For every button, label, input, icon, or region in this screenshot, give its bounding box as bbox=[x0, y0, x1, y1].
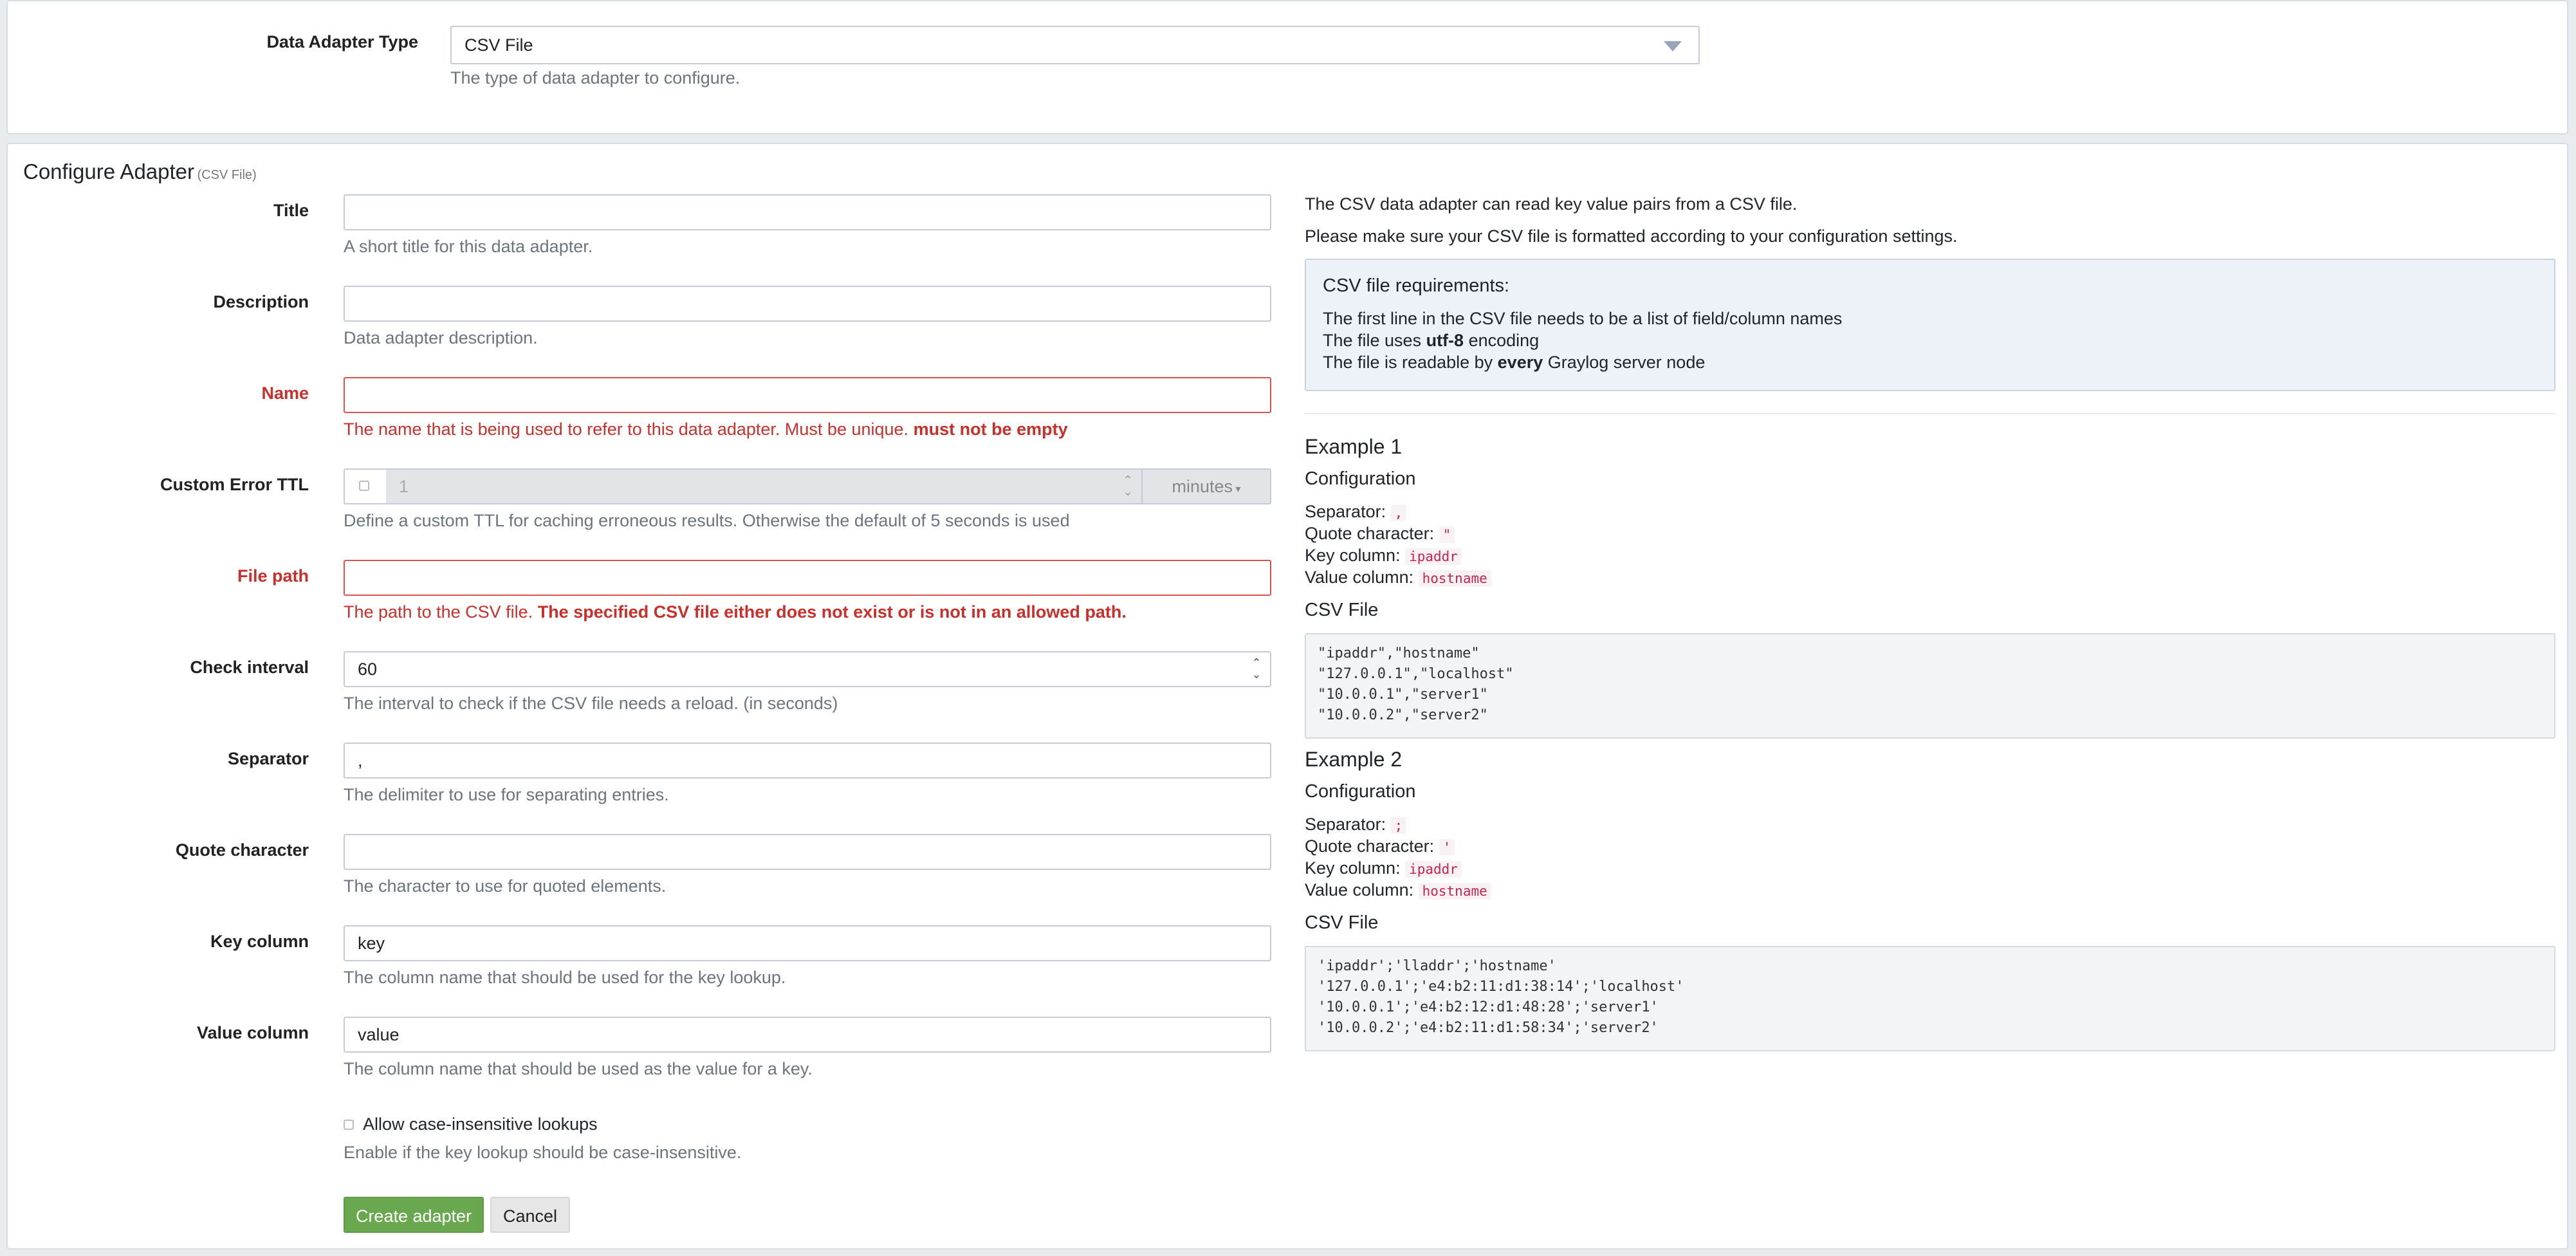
adapter-type-panel bbox=[6, 0, 2568, 134]
info-intro-1: The CSV data adapter can read key value pairs from a CSV file. bbox=[1305, 194, 1798, 214]
file-path-help bbox=[344, 602, 1127, 622]
chevron-down-icon bbox=[1664, 41, 1682, 51]
example-2-key-value: ipaddr bbox=[1405, 861, 1462, 878]
csv-line: 'ipaddr';'lladdr';'hostname' bbox=[1318, 958, 1556, 974]
key-column-label: Key column bbox=[210, 932, 309, 951]
example-2-quote-value: ' bbox=[1439, 839, 1455, 856]
file-path-input[interactable] bbox=[344, 560, 1271, 596]
example-2-file-title: CSV File bbox=[1305, 912, 1379, 933]
check-interval-label: Check interval bbox=[190, 658, 309, 677]
title-help: A short title for this data adapter. bbox=[344, 237, 593, 256]
value-column-label: Value column bbox=[196, 1023, 309, 1042]
example-2-quote-label: Quote character: bbox=[1305, 836, 1435, 856]
example-1-quote-label: Quote character: bbox=[1305, 524, 1435, 543]
configure-subtitle: (CSV File) bbox=[197, 168, 257, 182]
name-help bbox=[344, 420, 1068, 439]
adapter-type-label: Data Adapter Type bbox=[266, 32, 418, 51]
adapter-type-select[interactable] bbox=[450, 26, 1700, 64]
requirement-3-text: The file is readable by bbox=[1323, 353, 1498, 372]
example-2-csv-block bbox=[1305, 946, 2555, 1051]
custom-error-ttl-help: Define a custom TTL for caching erroneous results. Otherwise the default of 5 seconds is used bbox=[344, 511, 1070, 530]
csv-line: "10.0.0.1","server1" bbox=[1318, 687, 1488, 703]
title-input[interactable] bbox=[344, 194, 1271, 230]
cancel-button[interactable]: Cancel bbox=[490, 1197, 570, 1233]
adapter-type-value: CSV File bbox=[465, 35, 533, 55]
example-1-quote-value: " bbox=[1439, 526, 1455, 543]
example-2-config-title: Configuration bbox=[1305, 781, 1416, 802]
example-1-key bbox=[1305, 546, 1462, 566]
separator-label: Separator bbox=[227, 749, 309, 768]
example-2-title: Example 2 bbox=[1305, 748, 1403, 771]
csv-line: '10.0.0.1';'e4:b2:12:d1:48:28';'server1' bbox=[1318, 999, 1659, 1015]
key-column-help: The column name that should be used for the key lookup. bbox=[344, 968, 786, 987]
requirement-2-text: The file uses bbox=[1323, 331, 1426, 350]
separator-input[interactable]: , bbox=[344, 743, 1271, 779]
file-path-error: The specified CSV file either does not exist or is not in an allowed path. bbox=[537, 602, 1127, 622]
example-2-value-label: Value column: bbox=[1305, 880, 1414, 900]
csv-line: "10.0.0.2","server2" bbox=[1318, 707, 1488, 723]
configure-heading bbox=[23, 160, 257, 184]
file-path-help-text: The path to the CSV file. bbox=[344, 602, 533, 622]
example-1-separator-label: Separator: bbox=[1305, 502, 1386, 521]
example-2-separator bbox=[1305, 815, 1406, 835]
case-insensitive-checkbox[interactable] bbox=[344, 1120, 354, 1130]
example-1-key-value: ipaddr bbox=[1405, 548, 1462, 565]
spinner-icon[interactable]: ⌃ ⌄ bbox=[1123, 474, 1133, 498]
example-2-separator-value: ; bbox=[1391, 817, 1407, 834]
example-1-separator bbox=[1305, 502, 1406, 522]
example-1-key-label: Key column: bbox=[1305, 546, 1401, 565]
title-label: Title bbox=[273, 201, 309, 220]
example-1-quote bbox=[1305, 524, 1455, 544]
value-column-input[interactable]: value bbox=[344, 1017, 1271, 1053]
separator-help: The delimiter to use for separating entries. bbox=[344, 785, 669, 804]
check-interval-input[interactable] bbox=[344, 651, 1271, 687]
csv-line: "ipaddr","hostname" bbox=[1318, 645, 1480, 661]
requirement-2 bbox=[1323, 331, 1539, 351]
requirement-2-suffix: encoding bbox=[1464, 331, 1540, 350]
requirements-title: CSV file requirements: bbox=[1323, 275, 1510, 296]
example-1-value bbox=[1305, 568, 1491, 587]
custom-error-ttl-group bbox=[344, 468, 1271, 504]
key-column-input[interactable]: key bbox=[344, 925, 1271, 961]
case-insensitive-checkbox-row[interactable] bbox=[344, 1114, 598, 1134]
example-1-value-label: Value column: bbox=[1305, 568, 1414, 587]
example-1-title: Example 1 bbox=[1305, 435, 1403, 458]
name-input[interactable] bbox=[344, 377, 1271, 413]
case-insensitive-label: Allow case-insensitive lookups bbox=[363, 1114, 598, 1134]
custom-error-ttl-checkbox[interactable] bbox=[359, 481, 369, 491]
csv-line: '127.0.0.1';'e4:b2:11:d1:38:14';'localhost' bbox=[1318, 979, 1684, 995]
example-2-key-label: Key column: bbox=[1305, 858, 1401, 878]
example-2-value bbox=[1305, 880, 1491, 900]
divider bbox=[1305, 413, 2555, 414]
description-label: Description bbox=[213, 292, 309, 311]
example-1-value-value: hostname bbox=[1419, 570, 1491, 587]
custom-error-ttl-label: Custom Error TTL bbox=[160, 475, 309, 494]
name-error: must not be empty bbox=[913, 420, 1068, 439]
check-interval-help: The interval to check if the CSV file needs a reload. (in seconds) bbox=[344, 694, 838, 713]
check-interval-value: 60 bbox=[358, 660, 378, 679]
file-path-label: File path bbox=[237, 566, 309, 586]
custom-error-ttl-checkbox-addon bbox=[345, 470, 387, 503]
description-input[interactable] bbox=[344, 286, 1271, 322]
example-2-separator-label: Separator: bbox=[1305, 815, 1386, 834]
requirement-3 bbox=[1323, 353, 1705, 373]
csv-line: '10.0.0.2';'e4:b2:11:d1:58:34';'server2' bbox=[1318, 1020, 1659, 1036]
custom-error-ttl-value: 1 bbox=[399, 477, 409, 496]
requirement-3-bold: every bbox=[1497, 353, 1543, 372]
spinner-icon[interactable]: ⌃ ⌄ bbox=[1251, 656, 1262, 681]
example-2-key bbox=[1305, 858, 1462, 878]
quote-character-help: The character to use for quoted elements. bbox=[344, 876, 667, 896]
custom-error-ttl-unit: minutes bbox=[1172, 477, 1233, 496]
case-insensitive-help: Enable if the key lookup should be case-insensitive. bbox=[344, 1143, 742, 1162]
name-label: Name bbox=[261, 383, 309, 403]
custom-error-ttl-input[interactable] bbox=[386, 470, 1143, 503]
quote-character-label: Quote character bbox=[175, 840, 309, 860]
name-help-text: The name that is being used to refer to this data adapter. Must be unique. bbox=[344, 420, 909, 439]
csv-line: "127.0.0.1","localhost" bbox=[1318, 666, 1514, 682]
example-2-value-value: hostname bbox=[1419, 883, 1491, 900]
example-1-config-title: Configuration bbox=[1305, 468, 1416, 489]
quote-character-input[interactable] bbox=[344, 834, 1271, 870]
requirements-box bbox=[1305, 259, 2555, 391]
configure-adapter-panel bbox=[6, 143, 2568, 1250]
example-1-file-title: CSV File bbox=[1305, 600, 1379, 620]
caret-down-icon: ▾ bbox=[1233, 484, 1241, 495]
info-intro-2: Please make sure your CSV file is formatted according to your configuration settings. bbox=[1305, 226, 1958, 246]
example-2-quote bbox=[1305, 836, 1455, 856]
requirement-1: The first line in the CSV file needs to be a list of field/column names bbox=[1323, 309, 1843, 328]
description-help: Data adapter description. bbox=[344, 328, 538, 347]
value-column-help: The column name that should be used as the value for a key. bbox=[344, 1059, 813, 1078]
create-adapter-button[interactable]: Create adapter bbox=[344, 1197, 484, 1233]
requirement-3-suffix: Graylog server node bbox=[1543, 353, 1706, 372]
requirement-2-bold: utf-8 bbox=[1426, 331, 1464, 350]
example-1-csv-block bbox=[1305, 633, 2555, 739]
configure-title: Configure Adapter bbox=[23, 160, 195, 183]
example-1-separator-value: , bbox=[1391, 504, 1407, 521]
custom-error-ttl-unit-dropdown[interactable] bbox=[1143, 470, 1270, 503]
adapter-type-help: The type of data adapter to configure. bbox=[450, 68, 741, 88]
